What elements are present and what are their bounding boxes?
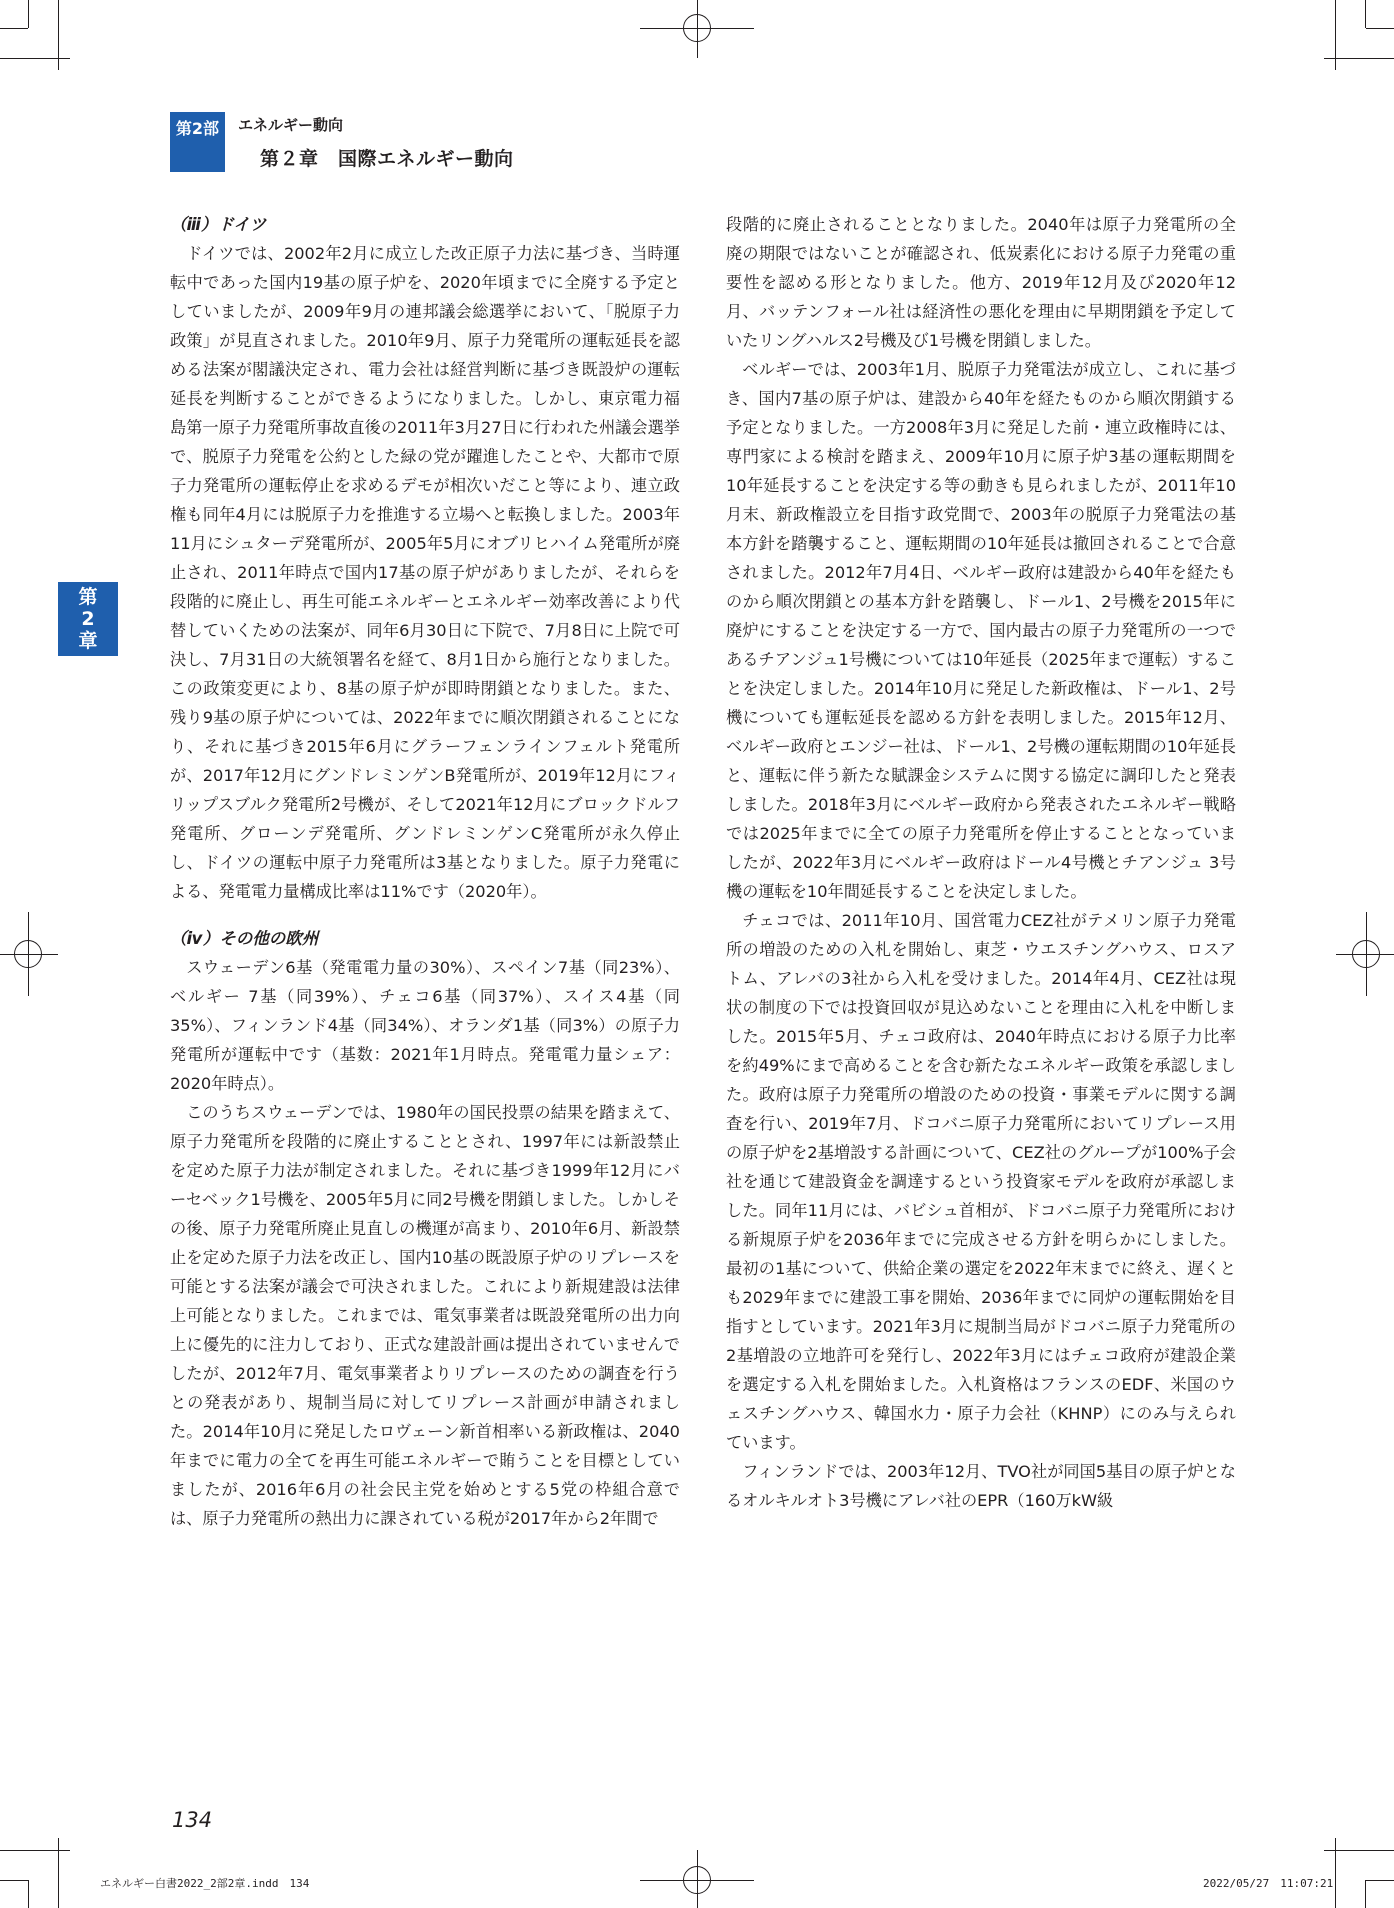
crop-mark (1365, 1880, 1366, 1908)
paragraph-sweden-continued: 段階的に廃止されることとなりました。2040年は原子力発電所の全廃の期限ではないことが確認され、低炭素化における原子力発電の重要性を認める形となりました。他方、2019年12月及び2020年12月、バッテンフォール社は経済性の悪化を理由に早期閉鎖を予定していたリングハルス2号機及び1号機を閉鎖しました。 (726, 215, 1236, 350)
part-badge: 第2部 (170, 112, 225, 172)
crop-mark (0, 58, 70, 59)
chapter-side-tab-line: 2 (81, 608, 95, 630)
registration-mark (0, 954, 58, 955)
crop-mark (28, 1880, 29, 1908)
crop-mark (58, 1838, 59, 1908)
registration-mark (1366, 912, 1367, 996)
crop-mark (58, 0, 59, 70)
chapter-side-tab-line: 第 (78, 586, 98, 608)
chapter-side-tab-line: 章 (78, 630, 98, 652)
crop-mark (28, 0, 29, 28)
section-heading-other-europe: （ⅳ）その他の欧州 (170, 929, 319, 948)
print-slug-timestamp: 2022/05/27 11:07:21 (1203, 1877, 1334, 1890)
part-label: エネルギー動向 (238, 116, 344, 134)
registration-mark (1336, 954, 1394, 955)
paragraph-belgium: ベルギーでは、2003年1月、脱原子力発電法が成立し、これに基づき、国内7基の原子炉は、建設から40年を経たものから順次閉鎖する予定となりました。一方2008年3月に発足した前・連立政権時には、専門家による検討を踏まえ、2009年10月に原子炉3基の運転期間を10年延長することを決定する等の動きも見られましたが、2011年10月末、新政権設立を目指す政党間で、2003年の脱原子力発電法の基本方針を踏襲すること、運転期間の10年延長は撤回されることで合意されました。2012年7月4日、ベルギー政府は建設から40年を経たものから順次閉鎖との基本方針を踏襲し、ドール1、2号機を2015年に廃炉にすることを決定する一方で、国内最古の原子力発電所の一つであるチアンジュ1号機については10年延長（2025年まで運転）することを決定しました。2014年10月に発足した新政権は、ドール1、2号機についても運転延長を認める方針を表明しました。2015年12月、ベルギー政府とエンジー社は、ドール1、2号機の運転期間の10年延長と、運転に伴う新たな賦課金システムに関する協定に調印したと発表しました。2018年3月にベルギー政府から発表されたエネルギー戦略では2025年までに全ての原子力発電所を停止することとなっていましたが、2022年3月にベルギー政府はドール4号機とチアンジュ 3号機の運転を10年間延長することを決定しました。 (726, 360, 1236, 901)
registration-mark (28, 912, 29, 996)
section-heading-germany: （ⅲ）ドイツ (170, 215, 267, 234)
chapter-side-tab (58, 582, 118, 656)
crop-mark (0, 1880, 28, 1881)
crop-mark (0, 1850, 70, 1851)
paragraph-finland: フィンランドでは、2003年12月、TVO社が同国5基目の原子炉となるオルキルオト3号機にアレバ社のEPR（160万kW級 (726, 1462, 1236, 1510)
print-slug-filename: エネルギー白書2022_2部2章.indd 134 (100, 1877, 310, 1890)
paragraph-germany: ドイツでは、2002年2月に成立した改正原子力法に基づき、当時運転中であった国内19基の原子炉を、2020年頃までに全廃する予定としていましたが、2009年9月の連邦議会総選挙において、「脱原子力政策」が見直されました。2010年9月、原子力発電所の運転延長を認める法案が閣議決定され、電力会社は経営判断に基づき既設炉の運転延長を判断することができるようになりました。しかし、東京電力福島第一原子力発電所事故直後の2011年3月27日に行われた州議会選挙で、脱原子力発電を公約とした緑の党が躍進したことや、大都市で原子力発電所の運転停止を求めるデモが相次いだこと等により、連立政権も同年4月には脱原子力を推進する立場へと転換しました。2003年11月にシュターデ発電所が、2005年5月にオブリヒハイム発電所が廃止され、2011年時点で国内17基の原子炉がありましたが、それらを段階的に廃止し、再生可能エネルギーとエネルギー効率改善により代替していくための法案が、同年6月30日に下院で、7月8日に上院で可決し、7月31日の大統領署名を経て、8月1日から施行となりました。この政策変更により、8基の原子炉が即時閉鎖となりました。また、残り9基の原子炉については、2022年までに順次閉鎖されることになり、それに基づき2015年6月にグラーフェンラインフェルト発電所が、2017年12月にグンドレミンゲンB発電所が、2019年12月にフィリップスブルク発電所2号機が、そして2021年12月にブロックドルフ発電所、グローンデ発電所、グンドレミンゲンC発電所が永久停止し、ドイツの運転中原子力発電所は3基となりました。原子力発電による、発電電力量構成比率は11%です（2020年）。 (170, 244, 680, 901)
crop-mark (0, 28, 28, 29)
crop-mark (1365, 0, 1366, 28)
crop-mark (1366, 1880, 1394, 1881)
crop-mark (1366, 28, 1394, 29)
registration-mark (697, 0, 698, 58)
paragraph-czech: チェコでは、2011年10月、国営電力CEZ社がテメリン原子力発電所の増設のための入札を開始し、東芝・ウエスチングハウス、ロスアトム、アレバの3社から入札を受けました。2014年4月、CEZ社は現状の制度の下では投資回収が見込めないことを理由に入札を中断しました。2015年5月、チェコ政府は、2040年時点における原子力比率を約49%にまで高めることを含む新たなエネルギー政策を承認しました。政府は原子力発電所の増設のための投資・事業モデルに関する調査を行い、2019年7月、ドコバニ原子力発電所においてリプレース用の原子炉を2基増設する計画について、CEZ社のグループが100%子会社を通じて建設資金を調達するという投資家モデルを政府が承認しました。同年11月には、バビシュ首相が、ドコバニ原子力発電所における新規原子炉を2036年までに完成させる方針を明らかにしました。最初の1基について、供給企業の選定を2022年末までに終え、遅くとも2029年までに建設工事を開始、2036年までに同炉の運転開始を目指すとしています。2021年3月に規制当局がドコバニ原子力発電所の2基増設の立地許可を発行し、2022年3月にはチェコ政府が建設企業を選定する入札を開始ました。入札資格はフランスのEDF、米国のウェスチングハウス、韓国水力・原子力会社（KHNP）にのみ与えられています。 (726, 911, 1236, 1452)
left-column (170, 210, 680, 1533)
crop-mark (1324, 58, 1394, 59)
crop-mark (1335, 1838, 1336, 1908)
chapter-title: 第２章 国際エネルギー動向 (260, 148, 514, 170)
paragraph-europe-overview: スウェーデン6基（発電電力量の30%）、スペイン7基（同23%）、ベルギー 7基（同39%）、チェコ6基（同37%）、スイス4基（同35%）、フィンランド4基（同34%）、オランダ1基（同3%）の原子力発電所が運転中です（基数：2021年1月時点。発電電力量シェア：2020年時点）。 (170, 958, 680, 1093)
registration-mark (697, 1850, 698, 1908)
crop-mark (1335, 0, 1336, 70)
page-number: 134 (172, 1808, 213, 1832)
right-column (726, 210, 1236, 1515)
crop-mark (1324, 1850, 1394, 1851)
paragraph-sweden: このうちスウェーデンでは、1980年の国民投票の結果を踏まえて、原子力発電所を段階的に廃止することとされ、1997年には新設禁止を定めた原子力法が制定されました。それに基づき1999年12月にバーセベック1号機を、2005年5月に同2号機を閉鎖しました。しかしその後、原子力発電所廃止見直しの機運が高まり、2010年6月、新設禁止を定めた原子力法を改正し、国内10基の既設原子炉のリプレースを可能とする法案が議会で可決されました。これにより新規建設は法律上可能となりました。これまでは、電気事業者は既設発電所の出力向上に優先的に注力しており、正式な建設計画は提出されていませんでしたが、2012年7月、電気事業者よりリプレースのための調査を行うとの発表があり、規制当局に対してリプレース計画が申請されました。2014年10月に発足したロヴェーン新首相率いる新政権は、2040年までに電力の全てを再生可能エネルギーで賄うことを目標としていましたが、2016年6月の社会民主党を始めとする5党の枠組合意では、原子力発電所の熱出力に課されている税が2017年から2年間で (170, 1103, 680, 1528)
